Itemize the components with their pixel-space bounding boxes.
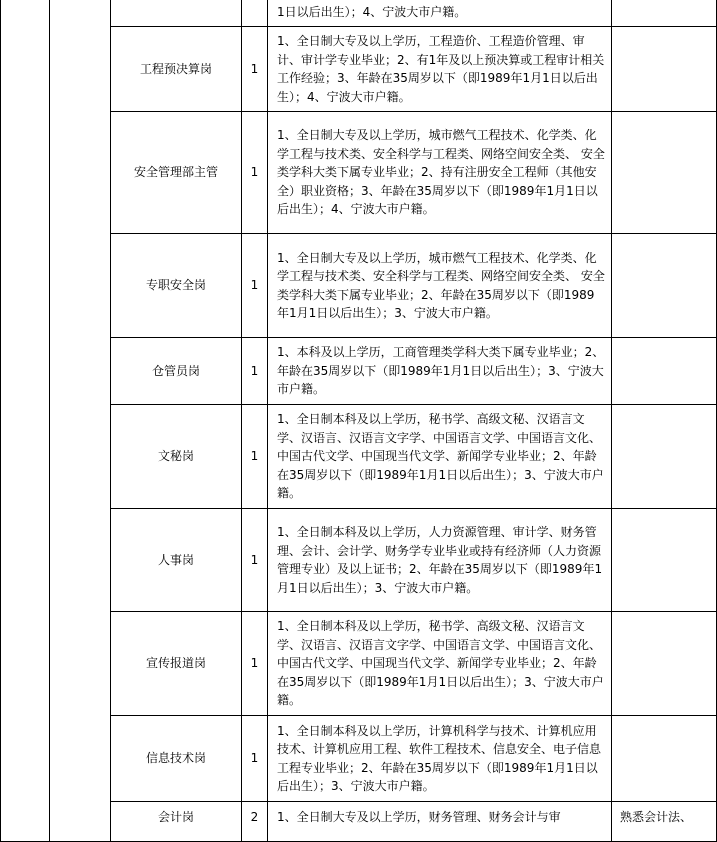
- requirements: 1、全日制大专及以上学历，财务管理、财务会计与审: [268, 802, 612, 842]
- post-name: 文秘岗: [111, 405, 242, 509]
- post-name: [111, 0, 242, 27]
- headcount: 1: [242, 112, 268, 234]
- notes: [612, 338, 717, 405]
- merged-left-column: [1, 0, 50, 842]
- post-name: 会计岗: [111, 802, 242, 842]
- merged-second-column: [50, 0, 111, 842]
- notes: [612, 0, 717, 27]
- notes: 熟悉会计法、: [612, 802, 717, 842]
- post-name: 宣传报道岗: [111, 612, 242, 716]
- requirements: 1日以后出生）；4、宁波大市户籍。: [268, 0, 612, 27]
- post-name: 安全管理部主管: [111, 112, 242, 234]
- requirements: 1、全日制大专及以上学历，城市燃气工程技术、化学类、化学工程与技术类、安全科学与工程类、网络空间安全类、 安全类学科大类下属专业毕业；2、年龄在35周岁以下（即1989年1月1日以后出生）；3、宁波大市户籍。: [268, 234, 612, 338]
- notes: [612, 27, 717, 112]
- requirements: 1、全日制本科及以上学历，人力资源管理、审计学、财务管理、会计、会计学、财务学专业毕业或持有经济师（人力资源管理专业）及以上证书；2、年龄在35周岁以下（即1989年1月1日以后出生）；3、宁波大市户籍。: [268, 509, 612, 612]
- headcount: 1: [242, 27, 268, 112]
- headcount: 1: [242, 509, 268, 612]
- headcount: 1: [242, 405, 268, 509]
- notes: [612, 234, 717, 338]
- notes: [612, 405, 717, 509]
- headcount: 1: [242, 234, 268, 338]
- post-name: 信息技术岗: [111, 716, 242, 802]
- table-row: [1, 0, 717, 27]
- post-name: 人事岗: [111, 509, 242, 612]
- notes: [612, 112, 717, 234]
- post-name: 仓管员岗: [111, 338, 242, 405]
- requirements: 1、全日制本科及以上学历，秘书学、高级文秘、汉语言文学、汉语言、汉语言文字学、中国语言文学、中国语言文化、中国古代文学、中国现当代文学、新闻学专业毕业；2、年龄在35周岁以下（即1989年1月1日以后出生）；3、宁波大市户籍。: [268, 405, 612, 509]
- requirements: 1、全日制大专及以上学历，工程造价、工程造价管理、审计、审计学专业毕业；2、有1年及以上预决算或工程审计相关工作经验；3、年龄在35周岁以下（即1989年1月1日以后出生）；4、宁波大市户籍。: [268, 27, 612, 112]
- headcount: 2: [242, 802, 268, 842]
- notes: [612, 716, 717, 802]
- requirements: 1、全日制本科及以上学历，计算机科学与技术、计算机应用技术、计算机应用工程、软件工程技术、信息安全、电子信息工程专业毕业；2、年龄在35周岁以下（即1989年1月1日以后出生）；3、宁波大市户籍。: [268, 716, 612, 802]
- post-name: 工程预决算岗: [111, 27, 242, 112]
- notes: [612, 509, 717, 612]
- notes: [612, 612, 717, 716]
- requirements: 1、本科及以上学历，工商管理类学科大类下属专业毕业；2、年龄在35周岁以下（即1989年1月1日以后出生）；3、宁波大市户籍。: [268, 338, 612, 405]
- post-name: 专职安全岗: [111, 234, 242, 338]
- headcount: 1: [242, 716, 268, 802]
- headcount: [242, 0, 268, 27]
- headcount: 1: [242, 338, 268, 405]
- headcount: 1: [242, 612, 268, 716]
- requirements: 1、全日制大专及以上学历，城市燃气工程技术、化学类、化学工程与技术类、安全科学与工程类、网络空间安全类、 安全类学科大类下属专业毕业；2、持有注册安全工程师（其他安全）职业资格；3、年龄在35周岁以下（即1989年1月1日以后出生）；4、宁波大市户籍。: [268, 112, 612, 234]
- requirements: 1、全日制本科及以上学历，秘书学、高级文秘、汉语言文学、汉语言、汉语言文字学、中国语言文学、中国语言文化、中国古代文学、中国现当代文学、新闻学专业毕业；2、年龄在35周岁以下（即1989年1月1日以后出生）；3、宁波大市户籍。: [268, 612, 612, 716]
